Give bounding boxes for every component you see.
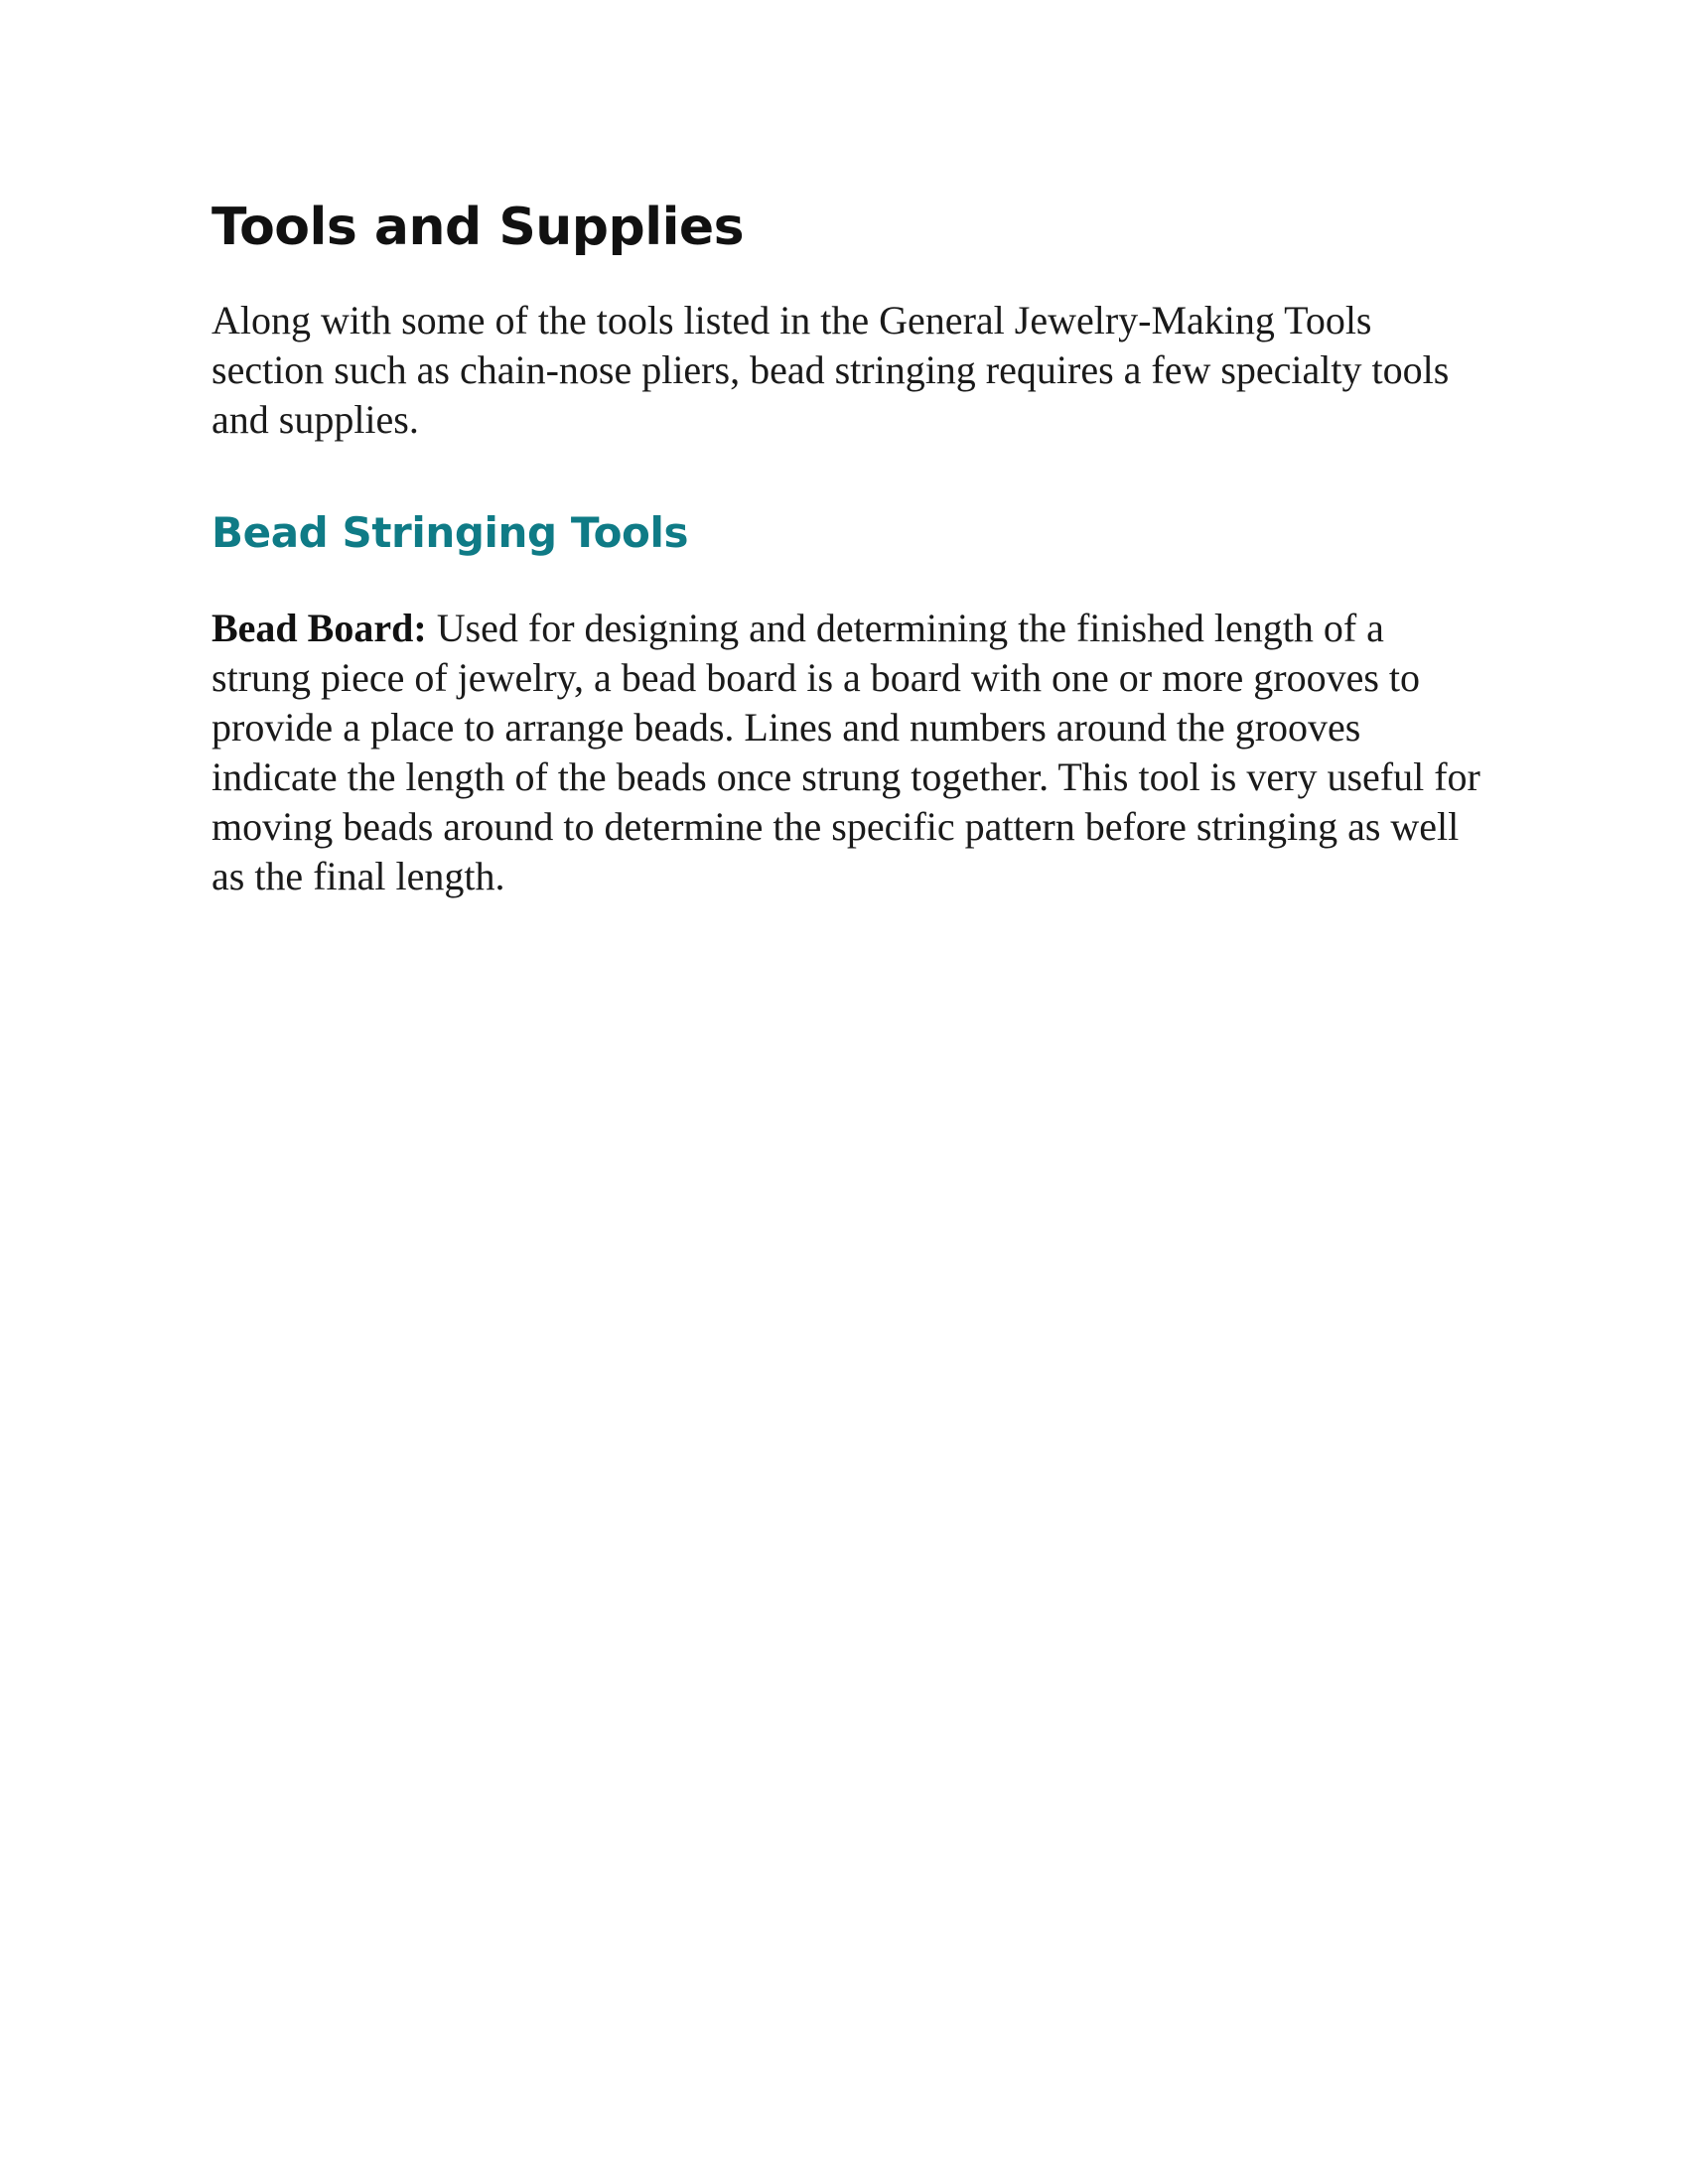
- entry-description: Used for designing and determining the finished length of a strung piece of jewelry, a bead board is a board with one or more grooves to provide a place to arrange beads. Lines and numbers around the grooves indicate the length of the beads once strung together. This tool is very useful for moving beads around to determine the specific pattern before stringing as well as the final length.: [211, 606, 1480, 899]
- entry-term: Bead Board:: [211, 606, 437, 651]
- intro-paragraph: Along with some of the tools listed in the General Jewelry-Making Tools section such as chain-nose pliers, bead stringing requires a few specialty tools and supplies.: [211, 297, 1450, 442]
- document-body: [211, 199, 1492, 901]
- page-title: Tools and Supplies: [211, 198, 745, 257]
- bead-board-entry: [211, 604, 1492, 901]
- section-heading: Bead Stringing Tools: [211, 507, 689, 557]
